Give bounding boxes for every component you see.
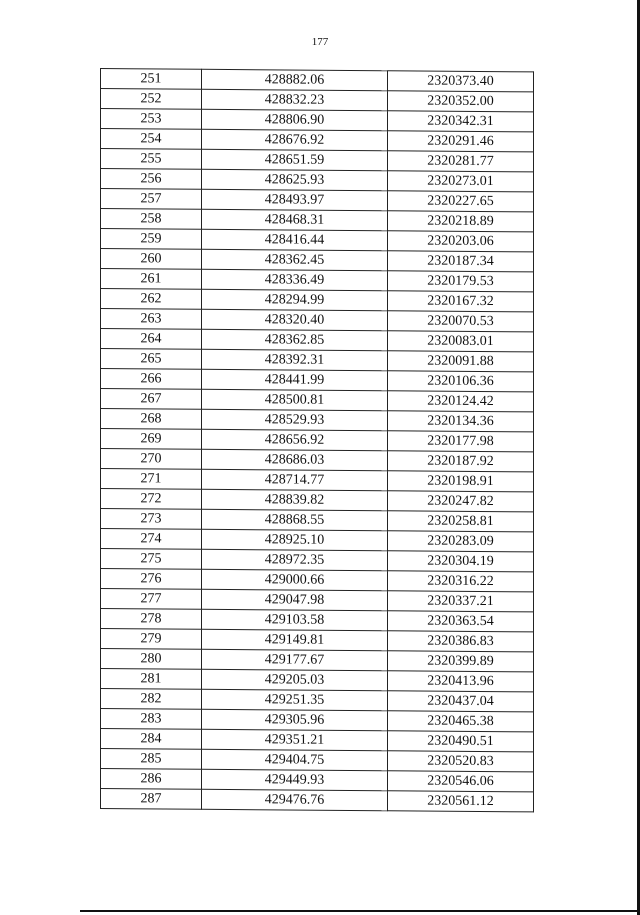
point-number-cell: 260 bbox=[101, 249, 202, 270]
scan-edge-bottom bbox=[80, 910, 640, 912]
point-number-cell: 256 bbox=[101, 169, 202, 190]
x-coordinate-cell: 428500.81 bbox=[202, 389, 388, 410]
coordinate-table-body bbox=[101, 69, 534, 812]
y-coordinate-cell: 2320258.81 bbox=[388, 511, 534, 532]
x-coordinate-cell: 429177.67 bbox=[202, 649, 388, 670]
y-coordinate-cell: 2320291.46 bbox=[388, 131, 534, 152]
x-coordinate-cell: 429404.75 bbox=[202, 749, 388, 770]
point-number-cell: 286 bbox=[101, 769, 202, 790]
point-number-cell: 254 bbox=[101, 129, 202, 150]
point-number-cell: 268 bbox=[101, 409, 202, 430]
point-number-cell: 270 bbox=[101, 449, 202, 470]
x-coordinate-cell: 428806.90 bbox=[202, 109, 388, 130]
point-number-cell: 253 bbox=[101, 109, 202, 130]
x-coordinate-cell: 429205.03 bbox=[202, 669, 388, 690]
point-number-cell: 274 bbox=[101, 529, 202, 550]
y-coordinate-cell: 2320490.51 bbox=[388, 731, 534, 752]
point-number-cell: 287 bbox=[101, 789, 202, 810]
x-coordinate-cell: 428392.31 bbox=[202, 349, 388, 370]
y-coordinate-cell: 2320337.21 bbox=[388, 591, 534, 612]
y-coordinate-cell: 2320187.34 bbox=[388, 251, 534, 272]
point-number-cell: 251 bbox=[101, 69, 202, 90]
y-coordinate-cell: 2320091.88 bbox=[388, 351, 534, 372]
y-coordinate-cell: 2320342.31 bbox=[388, 111, 534, 132]
x-coordinate-cell: 428882.06 bbox=[202, 69, 388, 90]
x-coordinate-cell: 429047.98 bbox=[202, 589, 388, 610]
point-number-cell: 279 bbox=[101, 629, 202, 650]
y-coordinate-cell: 2320177.98 bbox=[388, 431, 534, 452]
y-coordinate-cell: 2320465.38 bbox=[388, 711, 534, 732]
point-number-cell: 271 bbox=[101, 469, 202, 490]
y-coordinate-cell: 2320124.42 bbox=[388, 391, 534, 412]
point-number-cell: 284 bbox=[101, 729, 202, 750]
y-coordinate-cell: 2320198.91 bbox=[388, 471, 534, 492]
point-number-cell: 252 bbox=[101, 89, 202, 110]
y-coordinate-cell: 2320203.06 bbox=[388, 231, 534, 252]
point-number-cell: 257 bbox=[101, 189, 202, 210]
point-number-cell: 262 bbox=[101, 289, 202, 310]
y-coordinate-cell: 2320070.53 bbox=[388, 311, 534, 332]
x-coordinate-cell: 428336.49 bbox=[202, 269, 388, 290]
x-coordinate-cell: 429476.76 bbox=[202, 789, 388, 810]
y-coordinate-cell: 2320437.04 bbox=[388, 691, 534, 712]
x-coordinate-cell: 428320.40 bbox=[202, 309, 388, 330]
point-number-cell: 276 bbox=[101, 569, 202, 590]
y-coordinate-cell: 2320316.22 bbox=[388, 571, 534, 592]
y-coordinate-cell: 2320083.01 bbox=[388, 331, 534, 352]
point-number-cell: 280 bbox=[101, 649, 202, 670]
table-row bbox=[101, 789, 534, 812]
point-number-cell: 258 bbox=[101, 209, 202, 230]
x-coordinate-cell: 429000.66 bbox=[202, 569, 388, 590]
x-coordinate-cell: 428493.97 bbox=[202, 189, 388, 210]
point-number-cell: 264 bbox=[101, 329, 202, 350]
y-coordinate-cell: 2320281.77 bbox=[388, 151, 534, 172]
x-coordinate-cell: 428362.45 bbox=[202, 249, 388, 270]
x-coordinate-cell: 428868.55 bbox=[202, 509, 388, 530]
x-coordinate-cell: 428294.99 bbox=[202, 289, 388, 310]
y-coordinate-cell: 2320218.89 bbox=[388, 211, 534, 232]
x-coordinate-cell: 429149.81 bbox=[202, 629, 388, 650]
x-coordinate-cell: 428441.99 bbox=[202, 369, 388, 390]
y-coordinate-cell: 2320247.82 bbox=[388, 491, 534, 512]
x-coordinate-cell: 429103.58 bbox=[202, 609, 388, 630]
x-coordinate-cell: 428468.31 bbox=[202, 209, 388, 230]
point-number-cell: 273 bbox=[101, 509, 202, 530]
y-coordinate-cell: 2320352.00 bbox=[388, 91, 534, 112]
y-coordinate-cell: 2320363.54 bbox=[388, 611, 534, 632]
y-coordinate-cell: 2320179.53 bbox=[388, 271, 534, 292]
x-coordinate-cell: 428676.92 bbox=[202, 129, 388, 150]
x-coordinate-cell: 428839.82 bbox=[202, 489, 388, 510]
y-coordinate-cell: 2320561.12 bbox=[388, 791, 534, 812]
point-number-cell: 255 bbox=[101, 149, 202, 170]
y-coordinate-cell: 2320386.83 bbox=[388, 631, 534, 652]
point-number-cell: 272 bbox=[101, 489, 202, 510]
x-coordinate-cell: 428832.23 bbox=[202, 89, 388, 110]
x-coordinate-cell: 428625.93 bbox=[202, 169, 388, 190]
point-number-cell: 278 bbox=[101, 609, 202, 630]
point-number-cell: 269 bbox=[101, 429, 202, 450]
point-number-cell: 281 bbox=[101, 669, 202, 690]
x-coordinate-cell: 428651.59 bbox=[202, 149, 388, 170]
point-number-cell: 261 bbox=[101, 269, 202, 290]
y-coordinate-cell: 2320134.36 bbox=[388, 411, 534, 432]
y-coordinate-cell: 2320227.65 bbox=[388, 191, 534, 212]
x-coordinate-cell: 428972.35 bbox=[202, 549, 388, 570]
y-coordinate-cell: 2320373.40 bbox=[388, 71, 534, 92]
point-number-cell: 283 bbox=[101, 709, 202, 730]
y-coordinate-cell: 2320167.32 bbox=[388, 291, 534, 312]
x-coordinate-cell: 429351.21 bbox=[202, 729, 388, 750]
x-coordinate-cell: 428686.03 bbox=[202, 449, 388, 470]
point-number-cell: 285 bbox=[101, 749, 202, 770]
point-number-cell: 277 bbox=[101, 589, 202, 610]
x-coordinate-cell: 428925.10 bbox=[202, 529, 388, 550]
page-number: 177 bbox=[311, 36, 329, 48]
x-coordinate-cell: 429251.35 bbox=[202, 689, 388, 710]
point-number-cell: 275 bbox=[101, 549, 202, 570]
y-coordinate-cell: 2320187.92 bbox=[388, 451, 534, 472]
point-number-cell: 259 bbox=[101, 229, 202, 250]
y-coordinate-cell: 2320283.09 bbox=[388, 531, 534, 552]
point-number-cell: 282 bbox=[101, 689, 202, 710]
x-coordinate-cell: 429449.93 bbox=[202, 769, 388, 790]
x-coordinate-cell: 428656.92 bbox=[202, 429, 388, 450]
point-number-cell: 266 bbox=[101, 369, 202, 390]
x-coordinate-cell: 429305.96 bbox=[202, 709, 388, 730]
x-coordinate-cell: 428362.85 bbox=[202, 329, 388, 350]
point-number-cell: 263 bbox=[101, 309, 202, 330]
x-coordinate-cell: 428714.77 bbox=[202, 469, 388, 490]
y-coordinate-cell: 2320106.36 bbox=[388, 371, 534, 392]
y-coordinate-cell: 2320399.89 bbox=[388, 651, 534, 672]
y-coordinate-cell: 2320304.19 bbox=[388, 551, 534, 572]
y-coordinate-cell: 2320413.96 bbox=[388, 671, 534, 692]
point-number-cell: 265 bbox=[101, 349, 202, 370]
point-number-cell: 267 bbox=[101, 389, 202, 410]
x-coordinate-cell: 428416.44 bbox=[202, 229, 388, 250]
coordinate-table bbox=[100, 68, 534, 812]
y-coordinate-cell: 2320520.83 bbox=[388, 751, 534, 772]
y-coordinate-cell: 2320546.06 bbox=[388, 771, 534, 792]
x-coordinate-cell: 428529.93 bbox=[202, 409, 388, 430]
y-coordinate-cell: 2320273.01 bbox=[388, 171, 534, 192]
